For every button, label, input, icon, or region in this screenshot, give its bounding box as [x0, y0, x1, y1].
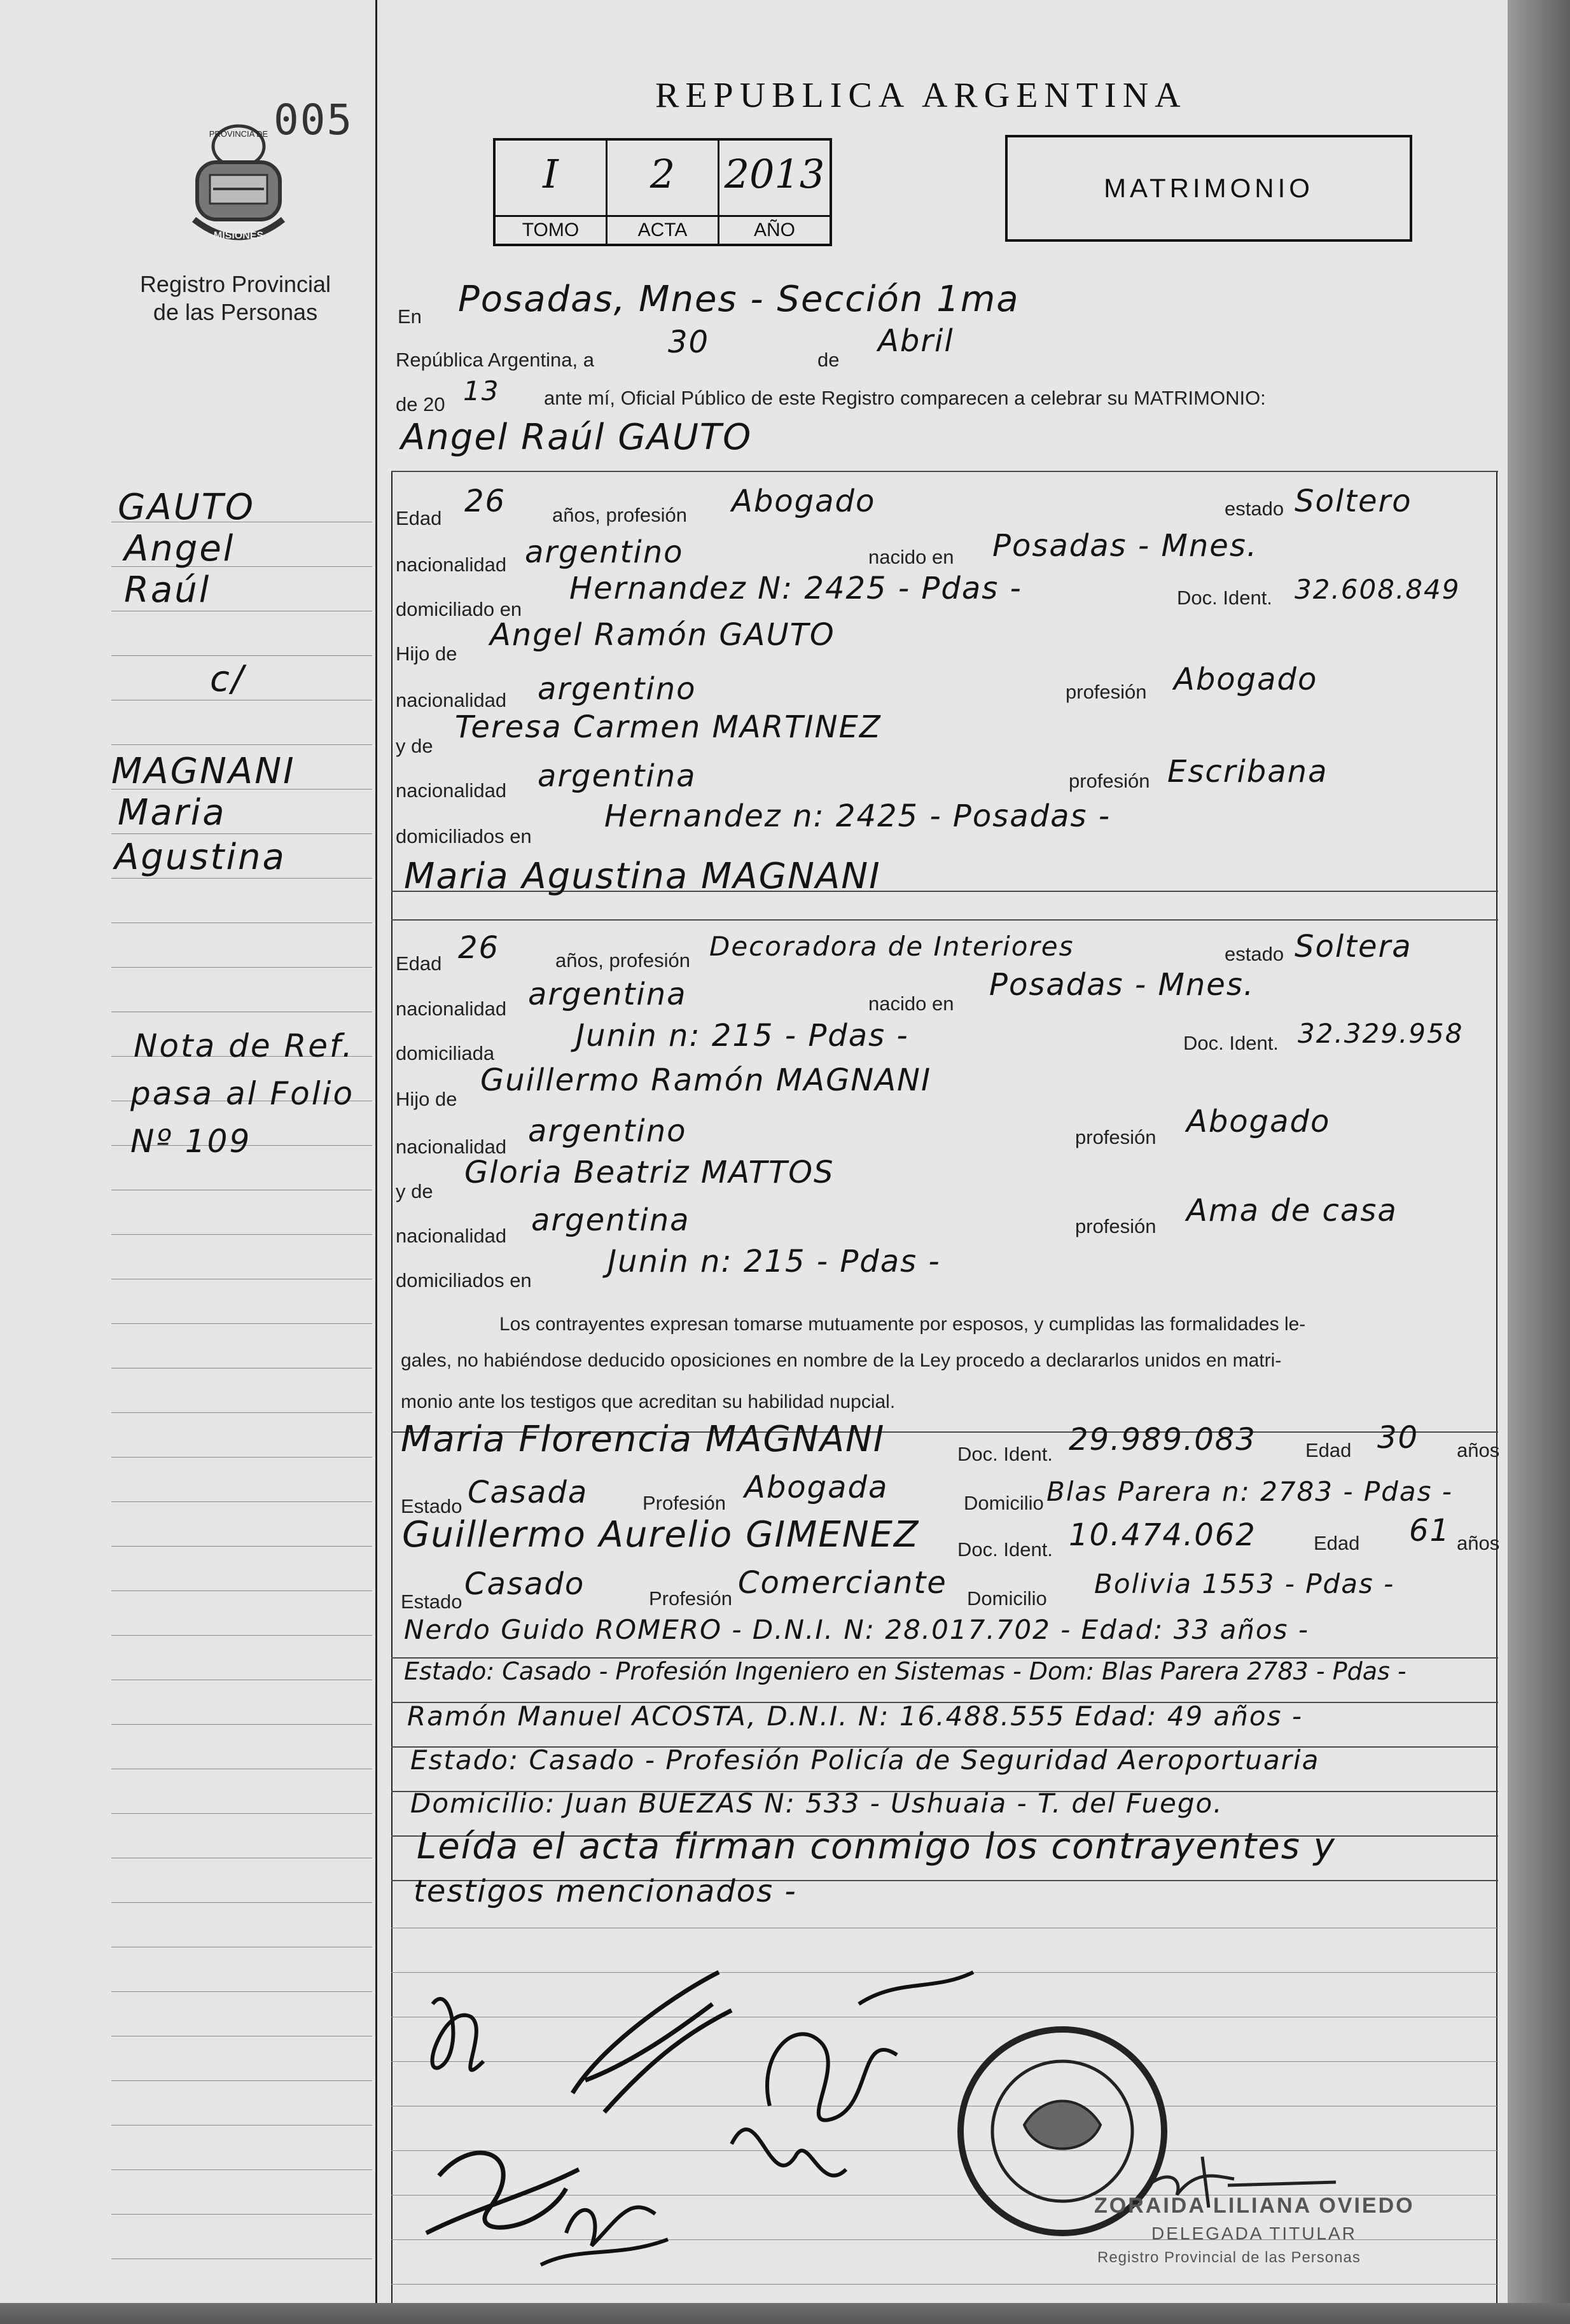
- label-domicilio: Domicilio: [967, 1587, 1047, 1610]
- label-nacionalidad: nacionalidad: [396, 689, 507, 711]
- margin-rule: [111, 1813, 372, 1814]
- margin-rule: [111, 2214, 372, 2215]
- hw-c2-nombre: Maria Agustina MAGNANI: [404, 856, 881, 897]
- hw-c1-madre-prof: Escribana: [1167, 754, 1328, 790]
- hw-c2-doc: 32.329.958: [1298, 1018, 1464, 1049]
- margin-nota-ref: Nota de Ref.: [134, 1027, 354, 1064]
- margin-rule: [111, 1457, 372, 1458]
- label-hijo-de: Hijo de: [396, 643, 457, 665]
- margin-folio-number: Nº 109: [130, 1123, 252, 1160]
- form-rule: [391, 2284, 1498, 2285]
- label-profesion: Profesión: [649, 1587, 732, 1610]
- label-anios-profesion: años, profesión: [552, 504, 687, 526]
- label-domicilio: Domicilio: [964, 1492, 1044, 1514]
- label-doc-ident: Doc. Ident.: [957, 1443, 1053, 1465]
- hw-c1-nacido: Posadas - Mnes.: [992, 528, 1258, 564]
- label-estado: Estado: [401, 1495, 462, 1517]
- label-domiciliados: domiciliados en: [396, 825, 532, 847]
- hw-t1-doc: 29.989.083: [1069, 1422, 1256, 1458]
- acta-cell: [608, 141, 719, 244]
- label-estado: estado: [1225, 498, 1284, 520]
- stamp-official-role: DELEGADA TITULAR: [1151, 2223, 1357, 2243]
- hw-c1-padre-nac: argentino: [538, 671, 697, 707]
- hw-c2-madre: Gloria Beatriz MATTOS: [464, 1155, 835, 1190]
- label-de20: de 20: [396, 393, 445, 415]
- hw-c1-profesion: Abogado: [732, 484, 876, 519]
- registry-line2: de las Personas: [153, 299, 318, 325]
- stamp-organization: Registro Provincial de las Personas: [1097, 2249, 1361, 2266]
- margin-surname1: GAUTO: [118, 487, 255, 528]
- form-right-border: [1496, 471, 1497, 2303]
- signature-4: [426, 2153, 579, 2233]
- margin-rule: [111, 922, 372, 923]
- acta-label: ACTA: [608, 215, 718, 244]
- hw-c2-nacionalidad: argentina: [528, 977, 687, 1012]
- margin-name2: Maria: [118, 792, 226, 833]
- acta-value: 2: [650, 151, 676, 197]
- margin-rule: [111, 1991, 372, 1992]
- signature-1: [433, 1999, 483, 2070]
- margin-rule: [111, 1234, 372, 1235]
- label-edad: Edad: [1314, 1532, 1360, 1554]
- label-doc-ident: Doc. Ident.: [957, 1538, 1053, 1561]
- hw-cierre-line1: Leída el acta firman conmigo los contrayentes y: [417, 1826, 1336, 1867]
- hw-t1-profesion: Abogada: [744, 1470, 889, 1505]
- hw-c2-profesion: Decoradora de Interiores: [709, 931, 1074, 962]
- anio-cell: [719, 141, 830, 244]
- label-profesion: profesión: [1075, 1215, 1157, 1237]
- hw-t2-edad: 61: [1409, 1513, 1451, 1548]
- hw-t1-domicilio: Blas Parera n: 2783 - Pdas -: [1046, 1476, 1453, 1507]
- seal-bottom-text: MISIONES: [213, 230, 264, 241]
- margin-surname2: MAGNANI: [111, 751, 296, 792]
- registry-line1: Registro Provincial: [139, 271, 331, 297]
- signature-3: [767, 1972, 973, 2120]
- hw-extra-line1: Nerdo Guido ROMERO - D.N.I. N: 28.017.702 - Edad: 33 años -: [404, 1614, 1310, 1645]
- hw-c1-doc: 32.608.849: [1295, 574, 1461, 605]
- label-nacionalidad: nacionalidad: [396, 1136, 507, 1158]
- hw-c2-padre-nac: argentino: [528, 1113, 687, 1149]
- label-nacido: nacido en: [868, 992, 954, 1015]
- label-estado: estado: [1225, 943, 1284, 965]
- hw-t2-profesion: Comerciante: [738, 1565, 947, 1601]
- background-edge-bottom: [0, 2303, 1570, 2324]
- hw-c1-nacionalidad: argentino: [525, 534, 684, 570]
- hw-c2-madre-nac: argentina: [531, 1202, 690, 1238]
- margin-rule: [111, 1412, 372, 1413]
- signature-5: [541, 2208, 668, 2265]
- margin-rule: [111, 833, 372, 834]
- margin-rule: [111, 878, 372, 879]
- provincial-seal-icon: [181, 118, 296, 254]
- hw-t2-doc: 10.474.062: [1069, 1517, 1256, 1553]
- label-nacionalidad: nacionalidad: [396, 779, 507, 802]
- margin-rule: [111, 1724, 372, 1725]
- margin-rule: [111, 2258, 372, 2259]
- margin-c: c/: [210, 658, 246, 700]
- margin-rule: [111, 1590, 372, 1591]
- hw-extra-line4: Estado: Casado - Profesión Policía de Seguridad Aeroportuaria: [410, 1744, 1320, 1776]
- form-left-border: [391, 471, 392, 2303]
- hw-extra-line3: Ramón Manuel ACOSTA, D.N.I. N: 16.488.555 Edad: 49 años -: [407, 1701, 1303, 1732]
- margin-pasa-folio: pasa al Folio: [130, 1075, 355, 1112]
- label-estado: Estado: [401, 1590, 462, 1613]
- registry-name: [108, 270, 363, 326]
- hw-t2-domicilio: Bolivia 1553 - Pdas -: [1094, 1568, 1395, 1599]
- label-hijo-de: Hijo de: [396, 1088, 457, 1110]
- label-edad: Edad: [396, 952, 442, 975]
- legal-text-line1: Los contrayentes expresan tomarse mutuamente por esposos, y cumplidas las formalidades le-: [499, 1314, 1306, 1335]
- hw-c2-madre-prof: Ama de casa: [1186, 1193, 1398, 1228]
- hw-c1-estado: Soltero: [1295, 484, 1412, 519]
- label-de: de: [817, 349, 840, 371]
- label-y-de: y de: [396, 735, 433, 757]
- label-doc-ident: Doc. Ident.: [1183, 1032, 1279, 1054]
- label-edad: Edad: [1305, 1439, 1352, 1461]
- document-title: REPUBLICA ARGENTINA: [655, 76, 1187, 115]
- form-rule: [391, 471, 1498, 472]
- margin-rule: [111, 2169, 372, 2170]
- margin-name1: Angel: [124, 528, 235, 569]
- label-profesion: profesión: [1069, 770, 1150, 792]
- tomo-cell: [496, 141, 608, 244]
- label-doc-ident: Doc. Ident.: [1177, 587, 1272, 609]
- label-domiciliada: domiciliada: [396, 1042, 495, 1064]
- label-nacionalidad: nacionalidad: [396, 553, 507, 576]
- hw-c1-edad: 26: [464, 484, 506, 519]
- hw-lugar: Posadas, Mnes - Sección 1ma: [458, 279, 1020, 320]
- margin-rule: [111, 967, 372, 968]
- margin-rule: [111, 1546, 372, 1547]
- label-nacionalidad: nacionalidad: [396, 1225, 507, 1247]
- hw-c2-domicilio: Junin n: 215 - Pdas -: [576, 1018, 909, 1054]
- label-anios: años: [1457, 1439, 1500, 1461]
- label-ante-mi: ante mí, Oficial Público de este Registro comparecen a celebrar su MATRIMONIO:: [544, 387, 1266, 409]
- label-nacido: nacido en: [868, 546, 954, 568]
- label-edad: Edad: [396, 507, 442, 529]
- hw-extra-line2: Estado: Casado - Profesión Ingeniero en Sistemas - Dom: Blas Parera 2783 - Pdas -: [404, 1657, 1407, 1685]
- hw-c1-nombre: Angel Raúl GAUTO: [401, 417, 753, 458]
- hw-t1-estado: Casada: [468, 1475, 588, 1510]
- seal-top-text: PROVINCIA DE: [209, 129, 268, 139]
- hw-c1-padres-dom: Hernandez n: 2425 - Posadas -: [604, 798, 1111, 834]
- tomo-label: TOMO: [496, 215, 606, 244]
- margin-rule: [111, 1902, 372, 1903]
- folio-number: 005: [274, 95, 354, 144]
- hw-c2-padres-dom: Junin n: 215 - Pdas -: [608, 1244, 941, 1279]
- hw-c1-padre-prof: Abogado: [1174, 662, 1318, 697]
- label-y-de: y de: [396, 1180, 433, 1202]
- margin-name2b: Agustina: [115, 837, 286, 878]
- anio-value: 2013: [724, 151, 825, 197]
- legal-text-line3: monio ante los testigos que acreditan su habilidad nupcial.: [401, 1391, 896, 1412]
- signature-6: [732, 2129, 846, 2176]
- label-en: En: [398, 305, 422, 328]
- hw-c2-estado: Soltera: [1295, 929, 1412, 964]
- hw-c1-domicilio: Hernandez N: 2425 - Pdas -: [569, 571, 1022, 606]
- hw-c2-padre: Guillermo Ramón MAGNANI: [480, 1062, 932, 1098]
- tomo-value: I: [543, 151, 559, 197]
- label-anios-profesion: años, profesión: [555, 949, 690, 971]
- hw-c2-nacido: Posadas - Mnes.: [989, 967, 1255, 1003]
- hw-t2-nombre: Guillermo Aurelio GIMENEZ: [402, 1514, 920, 1555]
- label-profesion: profesión: [1066, 681, 1147, 703]
- hw-cierre-line2: testigos mencionados -: [413, 1874, 797, 1909]
- hw-c2-padre-prof: Abogado: [1186, 1104, 1331, 1139]
- signature-2: [573, 1972, 732, 2112]
- label-nacionalidad: nacionalidad: [396, 998, 507, 1020]
- margin-rule: [111, 655, 372, 656]
- margin-rule: [111, 1323, 372, 1324]
- label-anios: años: [1457, 1532, 1500, 1554]
- hw-c1-madre: Teresa Carmen MARTINEZ: [455, 709, 882, 745]
- record-number-box: [493, 138, 832, 246]
- record-type-box: MATRIMONIO: [1005, 135, 1412, 242]
- margin-rule: [111, 1635, 372, 1636]
- form-rule: [391, 919, 1498, 921]
- hw-extra-line5: Domicilio: Juan BUEZAS N: 533 - Ushuaia - T. del Fuego.: [410, 1788, 1223, 1819]
- hw-anio: 13: [463, 375, 500, 407]
- label-profesion: profesión: [1075, 1126, 1157, 1148]
- background-edge: [1508, 0, 1570, 2324]
- hw-t1-edad: 30: [1377, 1420, 1419, 1456]
- hw-t2-estado: Casado: [464, 1566, 585, 1602]
- hw-c1-madre-nac: argentina: [538, 758, 697, 794]
- label-domiciliado: domiciliado en: [396, 598, 522, 620]
- legal-text-line2: gales, no habiéndose deducido oposiciones en nombre de la Ley procedo a declararlos unidos en matri-: [401, 1350, 1282, 1371]
- label-domiciliados: domiciliados en: [396, 1269, 532, 1291]
- margin-divider: [375, 0, 377, 2303]
- margin-name1b: Raúl: [124, 569, 211, 611]
- hw-c2-edad: 26: [458, 930, 500, 966]
- hw-dia: 30: [668, 324, 710, 360]
- margin-rule: [111, 2125, 372, 2126]
- stamp-official-name: ZORAIDA LILIANA OVIEDO: [1094, 2194, 1415, 2218]
- label-republica: República Argentina, a: [396, 349, 594, 371]
- margin-rule: [111, 1501, 372, 1502]
- margin-rule: [111, 2080, 372, 2081]
- hw-c1-padre: Angel Ramón GAUTO: [490, 617, 835, 653]
- anio-label: AÑO: [719, 215, 830, 244]
- hw-t1-nombre: Maria Florencia MAGNANI: [401, 1419, 886, 1460]
- hw-mes: Abril: [878, 323, 954, 359]
- label-profesion: Profesión: [643, 1492, 726, 1514]
- margin-rule: [111, 744, 372, 745]
